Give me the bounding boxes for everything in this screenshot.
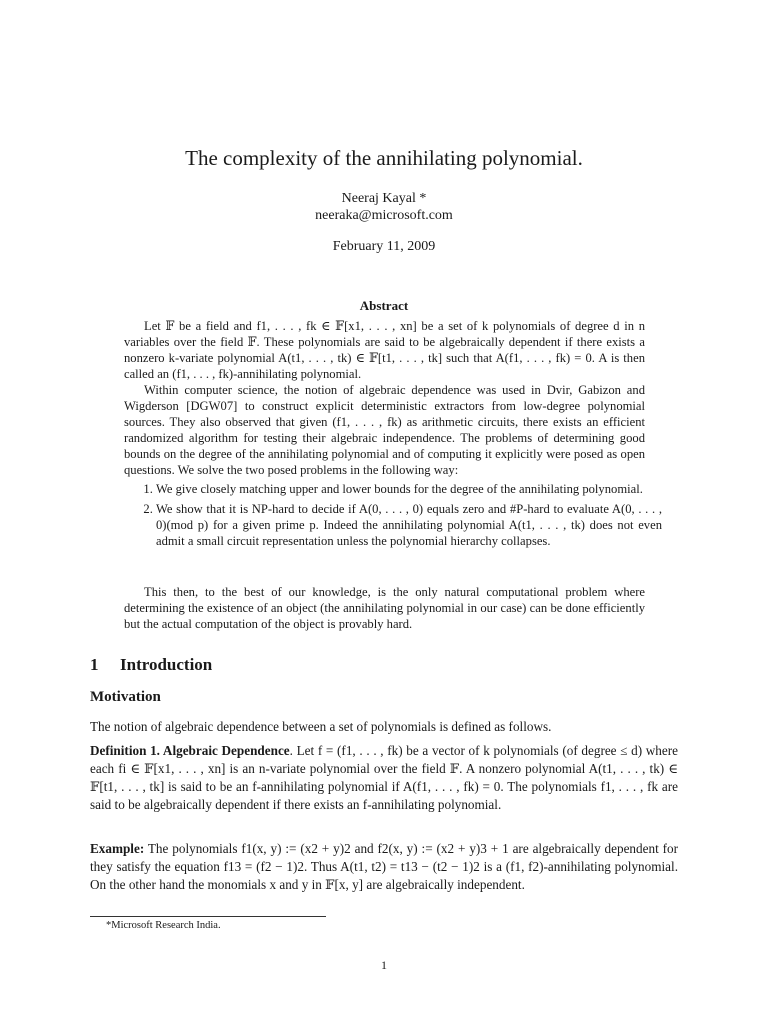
abstract-list-item: 2. We show that it is NP-hard to decide if A(0, . . . , 0) equals zero and #P-hard to evaluate A(0, . . . , 0)(mod p) for a given prime p. Indeed the annihilating polynomial A(t1, . . . , tk) does not even admit a small circuit representation unless the polynomial hierarchy collapses.	[156, 501, 662, 549]
example-block	[90, 840, 678, 894]
definition-label: Definition 1. Algebraic Dependence	[90, 743, 290, 758]
section-number: 1	[90, 655, 99, 674]
author-name: Neeraj Kayal *	[341, 191, 427, 206]
abstract-heading: Abstract	[359, 298, 409, 313]
definition-text: . Let f = (f1, . . . , fk) be a vector of k polynomials (of degree ≤ d) where each fi ∈ 𝔽[x1, . . . , xn] is an n-variate polynomial over the field 𝔽. A nonzero polynomial A(t1, . . . , tk) ∈ 𝔽[t1, . . . , tk] is said to be an f-annihilating polynomial if A(f1, . . . , fk) = 0. The polynomials f1, . . . , fk are said to be algebraically dependent if there exists an f-annihilating polynomial.	[90, 743, 678, 812]
footnote-rule	[90, 916, 326, 917]
paper-date: February 11, 2009	[332, 239, 436, 254]
intro-paragraph	[90, 718, 678, 736]
example-text: The polynomials f1(x, y) := (x2 + y)2 and f2(x, y) := (x2 + y)3 + 1 are algebraically dependent for they satisfy the equation f13 = (f2 − 1)2. Thus A(t1, t2) = t13 − (t2 − 1)2 is a (f1, f2)-annihilating polynomial. On the other hand the monomials x and y in 𝔽[x, y] are algebraically independent.	[90, 841, 678, 892]
paper-title: The complexity of the annihilating polynomial.	[185, 146, 583, 170]
abstract-body	[124, 318, 645, 478]
page-number: 1	[381, 958, 387, 972]
intro-text: The notion of algebraic dependence between a set of polynomials is defined as follows.	[90, 719, 552, 734]
definition-block	[90, 742, 678, 814]
abstract-paragraph-3: This then, to the best of our knowledge, is the only natural computational problem where determining the existence of an object (the annihilating polynomial in our case) can be done efficiently but the actual computation of the object is provably hard.	[124, 585, 645, 631]
abstract-closing	[124, 584, 645, 632]
section-title: Introduction	[120, 655, 213, 674]
example-label: Example:	[90, 841, 145, 856]
abstract-list-item: 1. We give closely matching upper and lower bounds for the degree of the annihilating polynomial.	[156, 481, 662, 497]
abstract-paragraph-2: Within computer science, the notion of algebraic dependence was used in Dvir, Gabizon and Wigderson [DGW07] to construct explicit deterministic extractors from low-degree polynomial sources. They also observed that given (f1, . . . , fk) as arithmetic circuits, there exists an efficient randomized algorithm for testing their algebraic independence. The problems of determining good bounds on the degree of the annihilating polynomial and of computing it explicitly were posed as open questions. We solve the two posed problems in the following way:	[124, 383, 645, 477]
subsection-heading: Motivation	[90, 689, 161, 705]
footnote: *Microsoft Research India.	[106, 920, 221, 931]
abstract-paragraph-1: Let 𝔽 be a field and f1, . . . , fk ∈ 𝔽[x1, . . . , xn] be a set of k polynomials of degree d in n variables over the field 𝔽. These polynomials are said to be algebraically dependent if there exists a nonzero k-variate polynomial A(t1, . . . , tk) ∈ 𝔽[t1, . . . , tk] such that A(f1, . . . , fk) = 0. A is then called an (f1, . . . , fk)-annihilating polynomial.	[124, 319, 645, 381]
section-heading	[90, 655, 212, 675]
author-email: neeraka@microsoft.com	[315, 208, 453, 223]
abstract-results-list	[138, 481, 662, 553]
